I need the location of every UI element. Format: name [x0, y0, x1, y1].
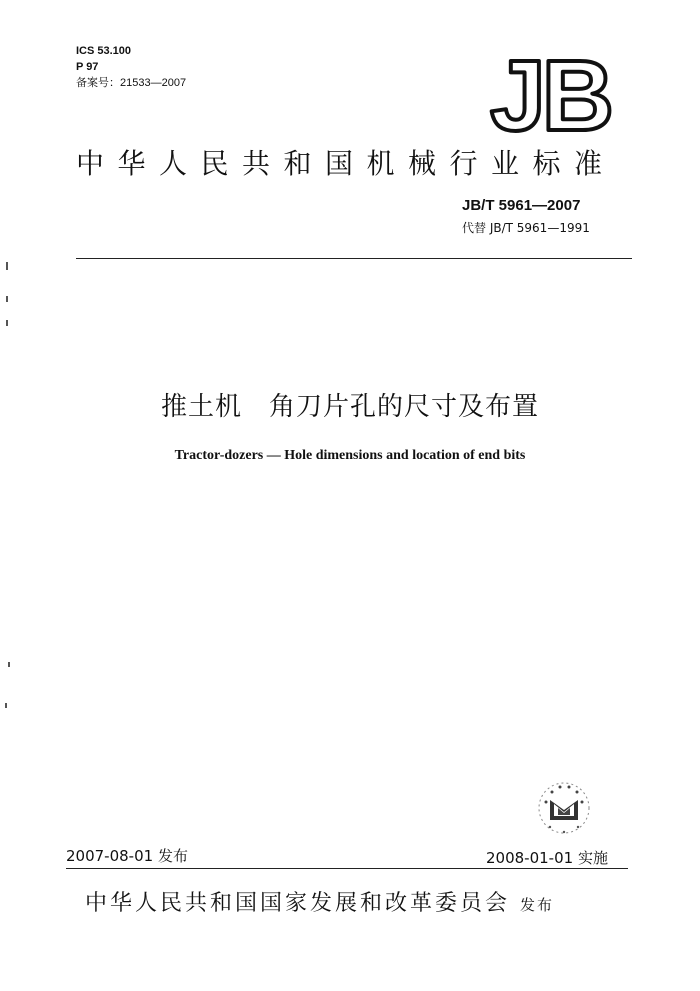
scan-speck	[5, 703, 7, 708]
ics-code: ICS 53.100	[76, 45, 132, 57]
implementation-date: 2008-01-01 实施	[486, 849, 608, 867]
chinese-title: 推土机 角刀片孔的尺寸及布置	[160, 392, 539, 422]
issuing-body-title: 中华人民共和国机械行业标准	[76, 147, 616, 180]
publisher-suffix: 发布	[520, 896, 555, 914]
record-number: 备案号：21533—2007	[76, 77, 187, 89]
jb-logo	[470, 50, 630, 138]
publisher-line	[85, 886, 554, 917]
header-divider	[76, 258, 632, 259]
standard-number: JB/T 5961—2007	[462, 197, 581, 214]
replaces-standard: 代替 JB/T 5961—1991	[462, 221, 590, 235]
classification-code: P 97	[76, 61, 99, 73]
scan-speck	[6, 296, 8, 302]
publisher-seal-icon	[536, 780, 592, 838]
jb-logo-text: JB	[490, 50, 610, 138]
footer-divider	[66, 868, 628, 869]
scan-speck	[8, 662, 10, 667]
scan-speck	[6, 320, 8, 326]
english-title: Tractor-dozers — Hole dimensions and location of end bits	[174, 448, 526, 463]
scan-speck	[6, 262, 8, 270]
publisher-name: 中华人民共和国国家发展和改革委员会	[85, 891, 511, 916]
issue-date: 2007-08-01 发布	[66, 847, 188, 865]
